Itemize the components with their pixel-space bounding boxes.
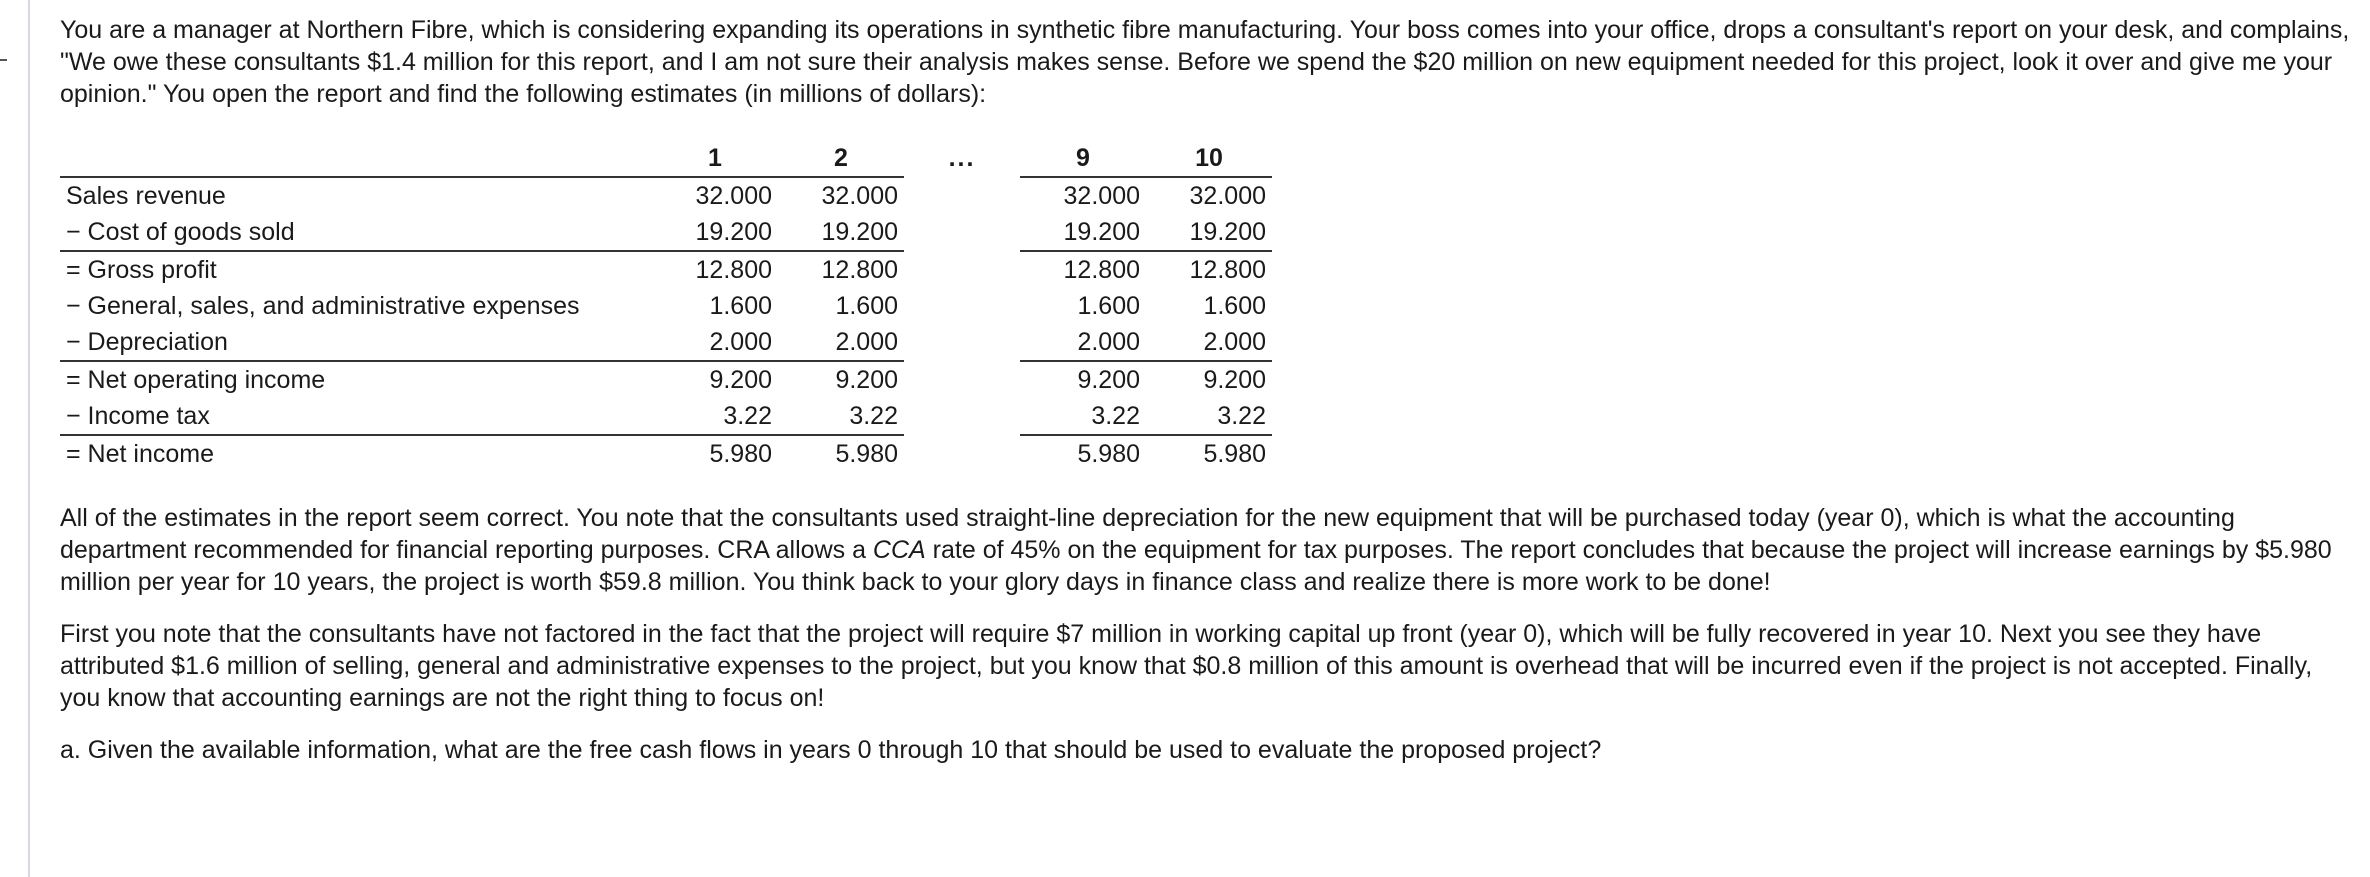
row-value: 2.000: [778, 324, 904, 361]
row-value: 12.800: [1189, 255, 1266, 284]
header-year: 10: [1146, 140, 1272, 177]
row-value: 5.980: [1077, 439, 1140, 468]
table-header-row: [60, 140, 1272, 177]
table-row: [60, 288, 1272, 324]
row-value: 5.980: [835, 439, 898, 468]
row-label: Sales revenue: [66, 181, 226, 210]
header-year: 1: [652, 140, 778, 177]
header-ellipsis: ...: [948, 143, 976, 172]
analysis-text: rate of 45% on the equipment for tax purposes. The report concludes that because the project will increase earnings by $5.980 million per year for 10 years, the project is worth $59.8 million. You think back to your glory days in finance class and realize there is more work to be done!: [60, 536, 2332, 596]
table-row: [60, 177, 1272, 214]
row-value: 3.22: [652, 398, 778, 435]
row-value: 19.200: [652, 214, 778, 251]
table-row: [60, 398, 1272, 435]
row-value: 12.800: [1063, 255, 1140, 284]
problem-content: [60, 14, 2350, 766]
row-gap: [904, 361, 1020, 398]
table-row: [60, 435, 1272, 472]
left-border: [28, 0, 30, 877]
intro-paragraph: You are a manager at Northern Fibre, which is considering expanding its operations in synthetic fibre manufacturing. Your boss comes into your office, drops a consultant's report on your desk, and complains, "We owe these consultants $1.4 million for this report, and I am not sure their analysis makes sense. Before we spend the $20 million on new equipment needed for this project, look it over and give me your opinion." You open the report and find the following estimates (in millions of dollars):: [60, 16, 2350, 108]
row-value: 19.200: [778, 214, 904, 251]
table-row: [60, 214, 1272, 251]
row-label: − Income tax: [60, 398, 652, 435]
income-estimates-table: [60, 140, 1272, 472]
row-label: − General, sales, and administrative expenses: [66, 291, 580, 320]
row-value: 9.200: [709, 365, 772, 394]
header-year: 2: [778, 140, 904, 177]
row-value: 12.800: [695, 255, 772, 284]
row-value: 9.200: [1203, 365, 1266, 394]
row-value: 19.200: [1146, 214, 1272, 251]
row-value: 9.200: [1077, 365, 1140, 394]
table-row: [60, 324, 1272, 361]
row-gap: [904, 214, 1020, 251]
question-a: a. Given the available information, what are the free cash flows in years 0 through 10 that should be used to evaluate the proposed project?: [60, 736, 1602, 764]
row-value: 1.600: [1203, 291, 1266, 320]
row-value: 12.800: [821, 255, 898, 284]
row-gap: [904, 177, 1020, 214]
header-year: 9: [1020, 140, 1146, 177]
row-value: 32.000: [821, 181, 898, 210]
row-value: 1.600: [709, 291, 772, 320]
row-label: = Net operating income: [66, 365, 326, 394]
row-gap: [904, 435, 1020, 472]
row-value: 19.200: [1020, 214, 1146, 251]
left-tick-mark: [0, 59, 7, 61]
row-label: = Net income: [66, 439, 214, 468]
table-row: [60, 361, 1272, 398]
row-label: − Depreciation: [60, 324, 652, 361]
row-gap: [904, 251, 1020, 288]
row-value: 3.22: [1146, 398, 1272, 435]
row-value: 2.000: [1146, 324, 1272, 361]
row-value: 2.000: [652, 324, 778, 361]
row-value: 2.000: [1020, 324, 1146, 361]
row-value: 32.000: [1063, 181, 1140, 210]
row-value: 5.980: [709, 439, 772, 468]
row-value: 9.200: [835, 365, 898, 394]
table-row: [60, 251, 1272, 288]
row-gap: [904, 324, 1020, 361]
row-value: 3.22: [778, 398, 904, 435]
row-value: 32.000: [695, 181, 772, 210]
header-blank: [60, 140, 652, 177]
row-label: = Gross profit: [66, 255, 217, 284]
cca-term: CCA: [872, 536, 926, 564]
analysis-text: All of the estimates in the report seem correct. You note that the consultants used straight-line depreciation for the new equipment that will be purchased today (year 0), which is what the accounting department recommended for financial reporting purposes. CRA allows a: [60, 504, 2235, 564]
row-gap: [904, 288, 1020, 324]
row-label: − Cost of goods sold: [60, 214, 652, 251]
row-value: 5.980: [1203, 439, 1266, 468]
row-value: 32.000: [1189, 181, 1266, 210]
row-value: 3.22: [1020, 398, 1146, 435]
row-value: 1.600: [1077, 291, 1140, 320]
analysis-paragraph: [60, 502, 2350, 598]
row-gap: [904, 398, 1020, 435]
adjustments-paragraph: First you note that the consultants have not factored in the fact that the project will require $7 million in working capital up front (year 0), which will be fully recovered in year 10. Next you see they have attributed $1.6 million of selling, general and administrative expenses to the project, but you know that $0.8 million of this amount is overhead that will be incurred even if the project is not accepted. Finally, you know that accounting earnings are not the right thing to focus on!: [60, 620, 2313, 712]
row-value: 1.600: [835, 291, 898, 320]
